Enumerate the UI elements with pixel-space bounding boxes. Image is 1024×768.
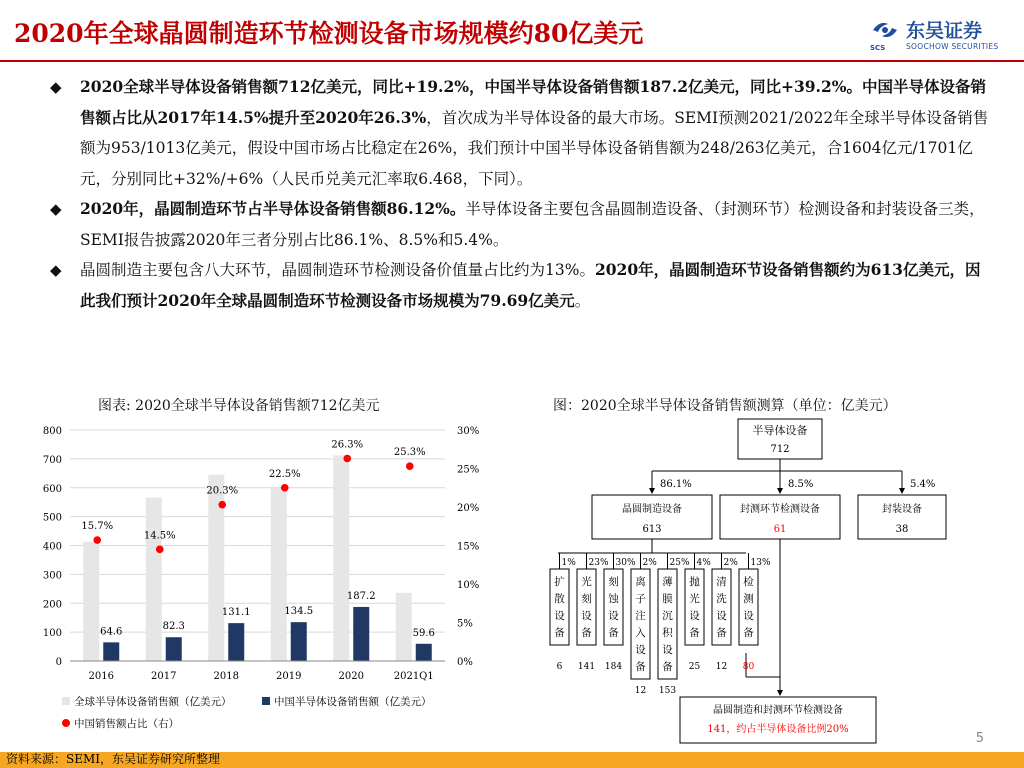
y-left-tick: 100 (42, 628, 62, 640)
bar-global (83, 542, 99, 661)
sub-value: 6 (556, 662, 563, 672)
branch-pct: 5.4% (910, 479, 936, 490)
y-left-tick: 500 (42, 512, 62, 524)
legend-label: 中国半导体设备销售额（亿美元） (274, 696, 432, 708)
bar-china (103, 642, 119, 661)
bullet-item (40, 194, 995, 255)
sub-label-char: 设 (743, 610, 754, 622)
y-right-tick: 0% (457, 657, 473, 668)
sub-value: 184 (604, 662, 623, 672)
x-tick: 2016 (88, 671, 114, 682)
sub-label-char: 子 (635, 593, 646, 605)
x-tick: 2020 (338, 671, 364, 682)
sub-label-char: 设 (581, 610, 592, 622)
sub-pct: 13% (750, 558, 771, 568)
branch-value: 61 (773, 524, 787, 535)
y-right-tick: 25% (457, 464, 480, 476)
source-note: 资料来源：SEMI，东吴证券研究所整理 (6, 752, 221, 766)
share-point (343, 455, 351, 463)
chart-caption: 图表: 2020全球半导体设备销售额712亿美元 (98, 398, 380, 414)
share-point (218, 501, 226, 509)
share-label: 14.5% (143, 530, 176, 542)
sub-pct: 2% (723, 558, 738, 568)
sub-pct: 2% (642, 558, 657, 568)
sub-label-char: 入 (635, 627, 646, 639)
diagram-caption: 图：2020全球半导体设备销售额测算（单位：亿美元） (553, 398, 897, 414)
summary-value: 141，约占半导体设备比例20% (707, 724, 849, 735)
branch-value: 38 (895, 524, 909, 535)
sub-label-char: 薄 (662, 576, 673, 588)
share-label: 15.7% (81, 521, 114, 533)
sub-label-char: 沉 (662, 610, 673, 622)
sub-label-char: 抛 (689, 576, 700, 588)
bullet-item (40, 255, 995, 316)
bullet-list (40, 72, 995, 316)
branch-value: 613 (642, 524, 662, 535)
y-left-tick: 700 (42, 454, 62, 466)
y-left-tick: 200 (42, 599, 62, 611)
y-left-tick: 800 (42, 426, 62, 437)
x-tick: 2018 (213, 671, 239, 682)
bullet-text: ，首次成为半导体设备的最大市场。SEMI预测2021/2022年全球半导体设备销售额为953/1013亿美元，假设中国市场占比稳定在26%，我们预计中国半导体设备销售额为248/263亿美元，合1604亿元/1701亿元，分别同比+32%/+6%（人民币兑美元汇率取6.468，下同）。 (80, 108, 989, 188)
y-left-tick: 300 (42, 570, 62, 582)
y-right-tick: 20% (457, 503, 480, 514)
bullet-bold-text: 2020全球半导体设备销售额712亿美元，同比+19.2%，中国半导体设备销售额187.2亿美元，同比+39.2%。中国半导体设备销售额占比从2017年14.5%提升至2020年26.3% (80, 77, 986, 127)
diamond-bullet-icon: ◆ (50, 78, 62, 96)
bar-china-label: 187.2 (346, 590, 376, 602)
bar-china (291, 622, 307, 661)
sub-label-char: 测 (743, 593, 754, 605)
bullet-bold-text: 2020年，晶圆制造环节设备销售额约为613亿美元，因此我们预计2020年全球晶圆制造环节检测设备市场规模为79.69亿美元 (80, 260, 981, 310)
bar-global (333, 455, 349, 661)
sub-label-char: 备 (635, 661, 646, 673)
sub-pct: 4% (696, 558, 711, 568)
sub-label-char: 备 (689, 627, 700, 639)
y-left-tick: 400 (42, 541, 62, 553)
sub-label-char: 备 (608, 627, 619, 639)
legend-label: 全球半导体设备销售额（亿美元） (74, 696, 232, 708)
bar-china-label: 131.1 (221, 607, 251, 619)
share-label: 26.3% (331, 439, 364, 451)
sub-label-char: 散 (554, 593, 565, 605)
share-label: 20.3% (206, 485, 239, 497)
bullet-text: 半导体设备主要包含晶圆制造设备、（封测环节）检测设备和封装设备三类，SEMI报告披露2020年三者分别占比86.1%、8.5%和5.4%。 (80, 200, 985, 249)
sub-label-char: 离 (635, 576, 646, 588)
bar-global (146, 498, 162, 661)
branch-label: 封测环节检测设备 (740, 504, 820, 515)
sub-value: 80 (742, 662, 755, 672)
sub-label-char: 膜 (662, 593, 673, 605)
share-label: 25.3% (393, 447, 426, 459)
sub-label-char: 光 (581, 576, 592, 588)
sub-label-char: 设 (662, 644, 673, 656)
branch-pct: 86.1% (660, 479, 692, 490)
page-number: 5 (975, 731, 984, 746)
bullet-text: 。 (574, 291, 591, 310)
sales-chart (0, 415, 500, 745)
y-right-tick: 15% (457, 541, 480, 553)
bar-china-label: 134.5 (284, 606, 314, 618)
sub-label-char: 扩 (554, 576, 565, 588)
sub-label-char: 检 (743, 576, 754, 588)
sub-label-char: 备 (662, 661, 673, 673)
logo-name-cn: 东吴证券 (906, 20, 983, 42)
bar-china (166, 637, 182, 661)
bullet-text: 晶圆制造主要包含八大环节，晶圆制造环节检测设备价值量占比约为13%。 (80, 261, 595, 279)
summary-label: 晶圆制造和封测环节检测设备 (713, 705, 843, 716)
sub-pct: 23% (588, 558, 609, 568)
sub-label-char: 设 (635, 644, 646, 656)
x-tick: 2019 (276, 671, 302, 682)
header-divider (0, 60, 1024, 62)
sub-value: 12 (715, 662, 728, 672)
logo-name-en: SOOCHOW SECURITIES (906, 42, 999, 51)
share-point (93, 536, 101, 544)
sub-label-char: 注 (635, 610, 646, 622)
bar-china (353, 607, 369, 661)
y-left-tick: 600 (42, 483, 62, 495)
company-logo (870, 16, 1010, 56)
sub-pct: 25% (669, 558, 690, 568)
sub-label-char: 刻 (608, 576, 619, 588)
bar-china-label: 82.3 (162, 621, 185, 633)
sub-label-char: 备 (581, 627, 592, 639)
legend-label: 中国销售额占比（右） (74, 718, 179, 730)
sub-value: 12 (634, 686, 647, 696)
sub-label-char: 备 (554, 627, 565, 639)
share-point (156, 546, 164, 554)
legend-swatch-share (62, 719, 70, 727)
logo-abbr: SCS (870, 44, 886, 52)
sub-label-char: 设 (716, 610, 727, 622)
sub-label-char: 设 (689, 610, 700, 622)
bar-china (416, 644, 432, 661)
bar-global (396, 593, 412, 661)
sub-pct: 1% (561, 558, 576, 568)
page-title: 2020年全球晶圆制造环节检测设备市场规模约80亿美元 (14, 19, 644, 48)
bullet-item (40, 72, 995, 194)
diamond-bullet-icon: ◆ (50, 200, 62, 218)
share-point (406, 462, 414, 470)
sub-label-char: 备 (743, 627, 754, 639)
branch-label: 晶圆制造设备 (622, 504, 682, 515)
y-left-tick: 0 (55, 657, 62, 668)
logo-mark-icon (870, 18, 900, 42)
y-right-tick: 30% (457, 426, 480, 437)
sub-label-char: 蚀 (608, 593, 619, 605)
sub-label-char: 设 (608, 610, 619, 622)
legend-swatch-global (62, 697, 70, 705)
x-tick: 2021Q1 (393, 671, 434, 682)
bar-global (271, 488, 287, 661)
branch-pct: 8.5% (788, 479, 814, 490)
bar-china-label: 59.6 (412, 627, 435, 639)
legend-swatch-china (262, 697, 270, 705)
breakdown-diagram (540, 415, 1000, 745)
sub-value: 153 (658, 686, 677, 696)
share-point (281, 484, 289, 492)
root-value: 712 (770, 444, 790, 455)
sub-label-char: 清 (716, 576, 727, 588)
diamond-bullet-icon: ◆ (50, 261, 62, 279)
sub-label-char: 备 (716, 627, 727, 639)
sub-label-char: 设 (554, 610, 565, 622)
sub-label-char: 积 (662, 627, 673, 639)
sub-label-char: 光 (689, 593, 700, 605)
x-tick: 2017 (151, 671, 177, 682)
share-label: 22.5% (268, 468, 301, 480)
bar-china-label: 64.6 (100, 626, 123, 638)
sub-value: 141 (577, 662, 596, 672)
y-right-tick: 10% (457, 580, 480, 591)
root-label: 半导体设备 (752, 424, 808, 437)
y-right-tick: 5% (457, 618, 473, 630)
sub-label-char: 洗 (716, 593, 727, 605)
sub-label-char: 刻 (581, 593, 592, 605)
bar-china (228, 623, 244, 661)
sub-value: 25 (688, 662, 701, 672)
branch-label: 封装设备 (882, 504, 922, 515)
bullet-bold-text: 2020年，晶圆制造环节占半导体设备销售额86.12%。 (80, 199, 466, 218)
summary-box (680, 697, 876, 743)
sub-pct: 30% (615, 558, 636, 568)
